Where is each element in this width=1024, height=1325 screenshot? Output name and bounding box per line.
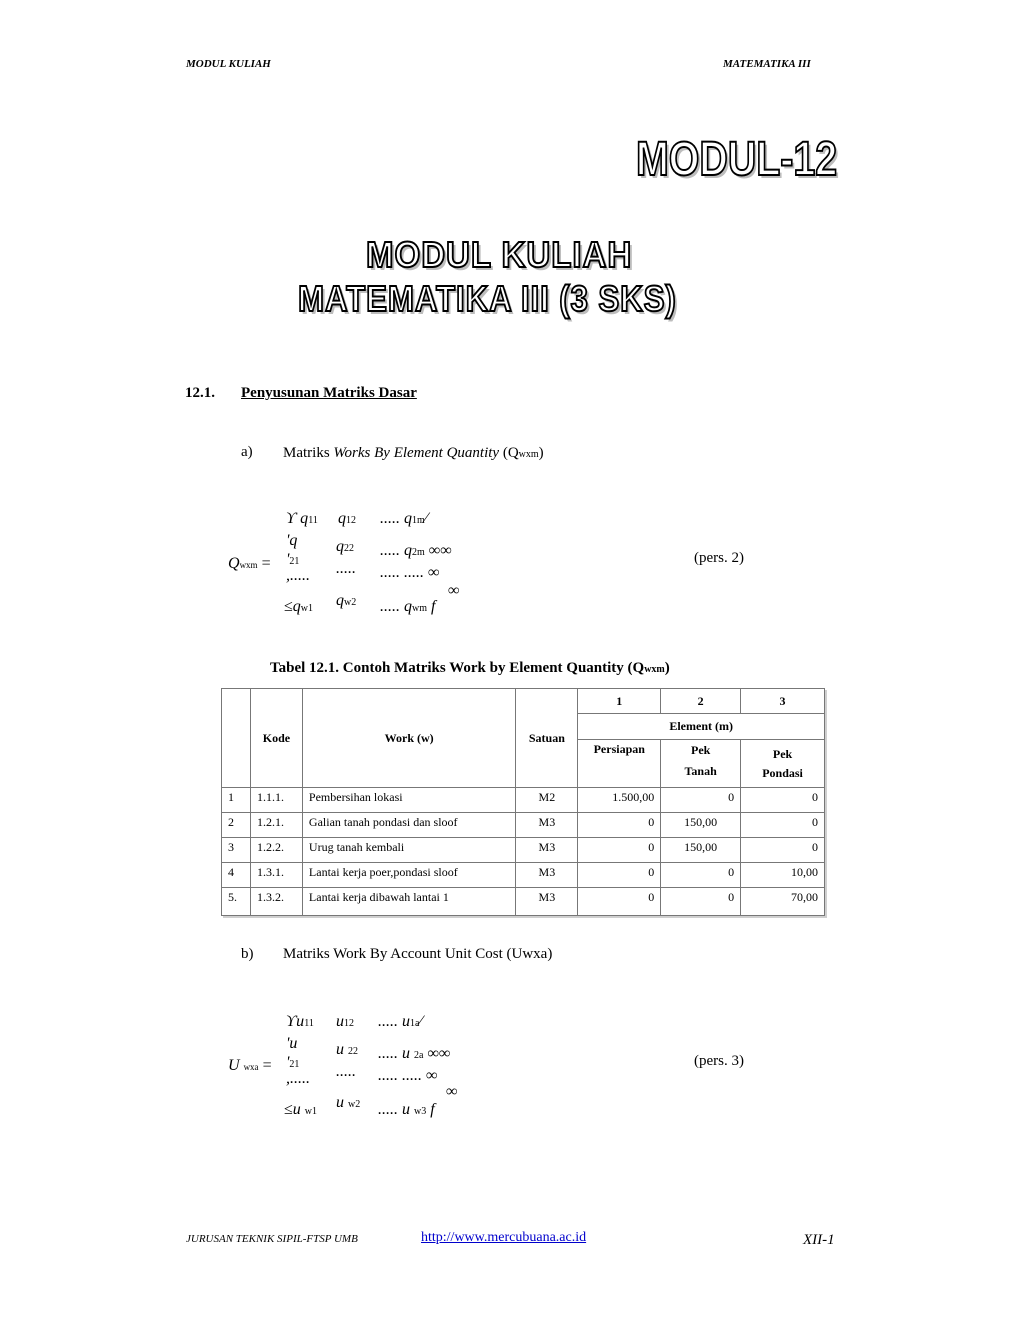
item-b-marker: b) [241,946,254,962]
header-element: Element (m) [578,714,825,740]
table-caption: Tabel 12.1. Contoh Matriks Work by Element Quantity (Qwxm) [270,660,670,676]
header-persiapan: Persiapan [578,740,661,788]
header-pek-tanah: Pek Tanah [661,740,741,788]
header-kode: Kode [250,689,302,788]
col-number-3: 3 [741,689,825,714]
section-number: 12.1. [185,385,215,401]
item-a-marker: a) [241,444,253,460]
course-title-line2: MATEMATIKA III (3 SKS) [298,278,677,319]
table-row: 1 1.1.1. Pembersihan lokasi M2 1.500,00 0 0 [222,788,825,813]
header-left: MODUL KULIAH [186,58,271,70]
table-row: 4 1.3.1. Lantai kerja poer,pondasi sloof M3 0 0 10,00 [222,863,825,888]
item-b-text: Matriks Work By Account Unit Cost (Uwxa) [283,946,553,962]
equation-u-wxa: U wxa = ϒu11 u12 ..... u1a∕ 'u u 22 ..... u 2a ∞∞ '21 ..... ,..... ..... ..... ∞ ∞ u w2 ≤u w1 ..... u w3 f (pers. 3) [228,1013,744,1118]
eq2-reference: (pers. 3) [694,1053,744,1069]
element-quantity-table [221,688,825,916]
table-row: 2 1.2.1. Galian tanah pondasi dan sloof M3 0 150,00 0 [222,813,825,838]
section-title: Penyusunan Matriks Dasar [241,385,417,401]
eq2-lhs: U wxa = [228,1057,272,1074]
header-satuan: Satuan [516,689,578,788]
table-row: 3 1.2.2. Urug tanah kembali M3 0 150,00 0 [222,838,825,863]
footer-department: JURUSAN TEKNIK SIPIL-FTSP UMB [186,1233,358,1245]
page-number: XII-1 [803,1232,835,1248]
course-title-line1: MODUL KULIAH [366,234,633,275]
header-right: MATEMATIKA III [723,58,811,70]
eq1-reference: (pers. 2) [694,550,744,566]
table-row: 5. 1.3.2. Lantai kerja dibawah lantai 1 M3 0 0 70,00 [222,888,825,916]
modul-number-banner: MODUL-12 [636,133,838,186]
header-pek-pondasi: Pek Pondasi [741,740,825,788]
equation-q-wxm: Qwxm = ϒ q11 q12 ..... q1m∕ 'q q22 ..... q2m ∞∞ '21 ..... ,..... ..... ..... ∞ ∞ qw2 ≤qw1 ..... qwm f (pers. 2) [228,510,744,615]
footer-website-link[interactable]: http://www.mercubuana.ac.id [421,1230,587,1245]
col-number-2: 2 [661,689,741,714]
col-number-1: 1 [578,689,661,714]
header-work: Work (w) [302,689,516,788]
item-a-text: Matriks Works By Element Quantity (Qwxm) [283,445,544,461]
eq1-lhs: Qwxm = [228,555,271,572]
